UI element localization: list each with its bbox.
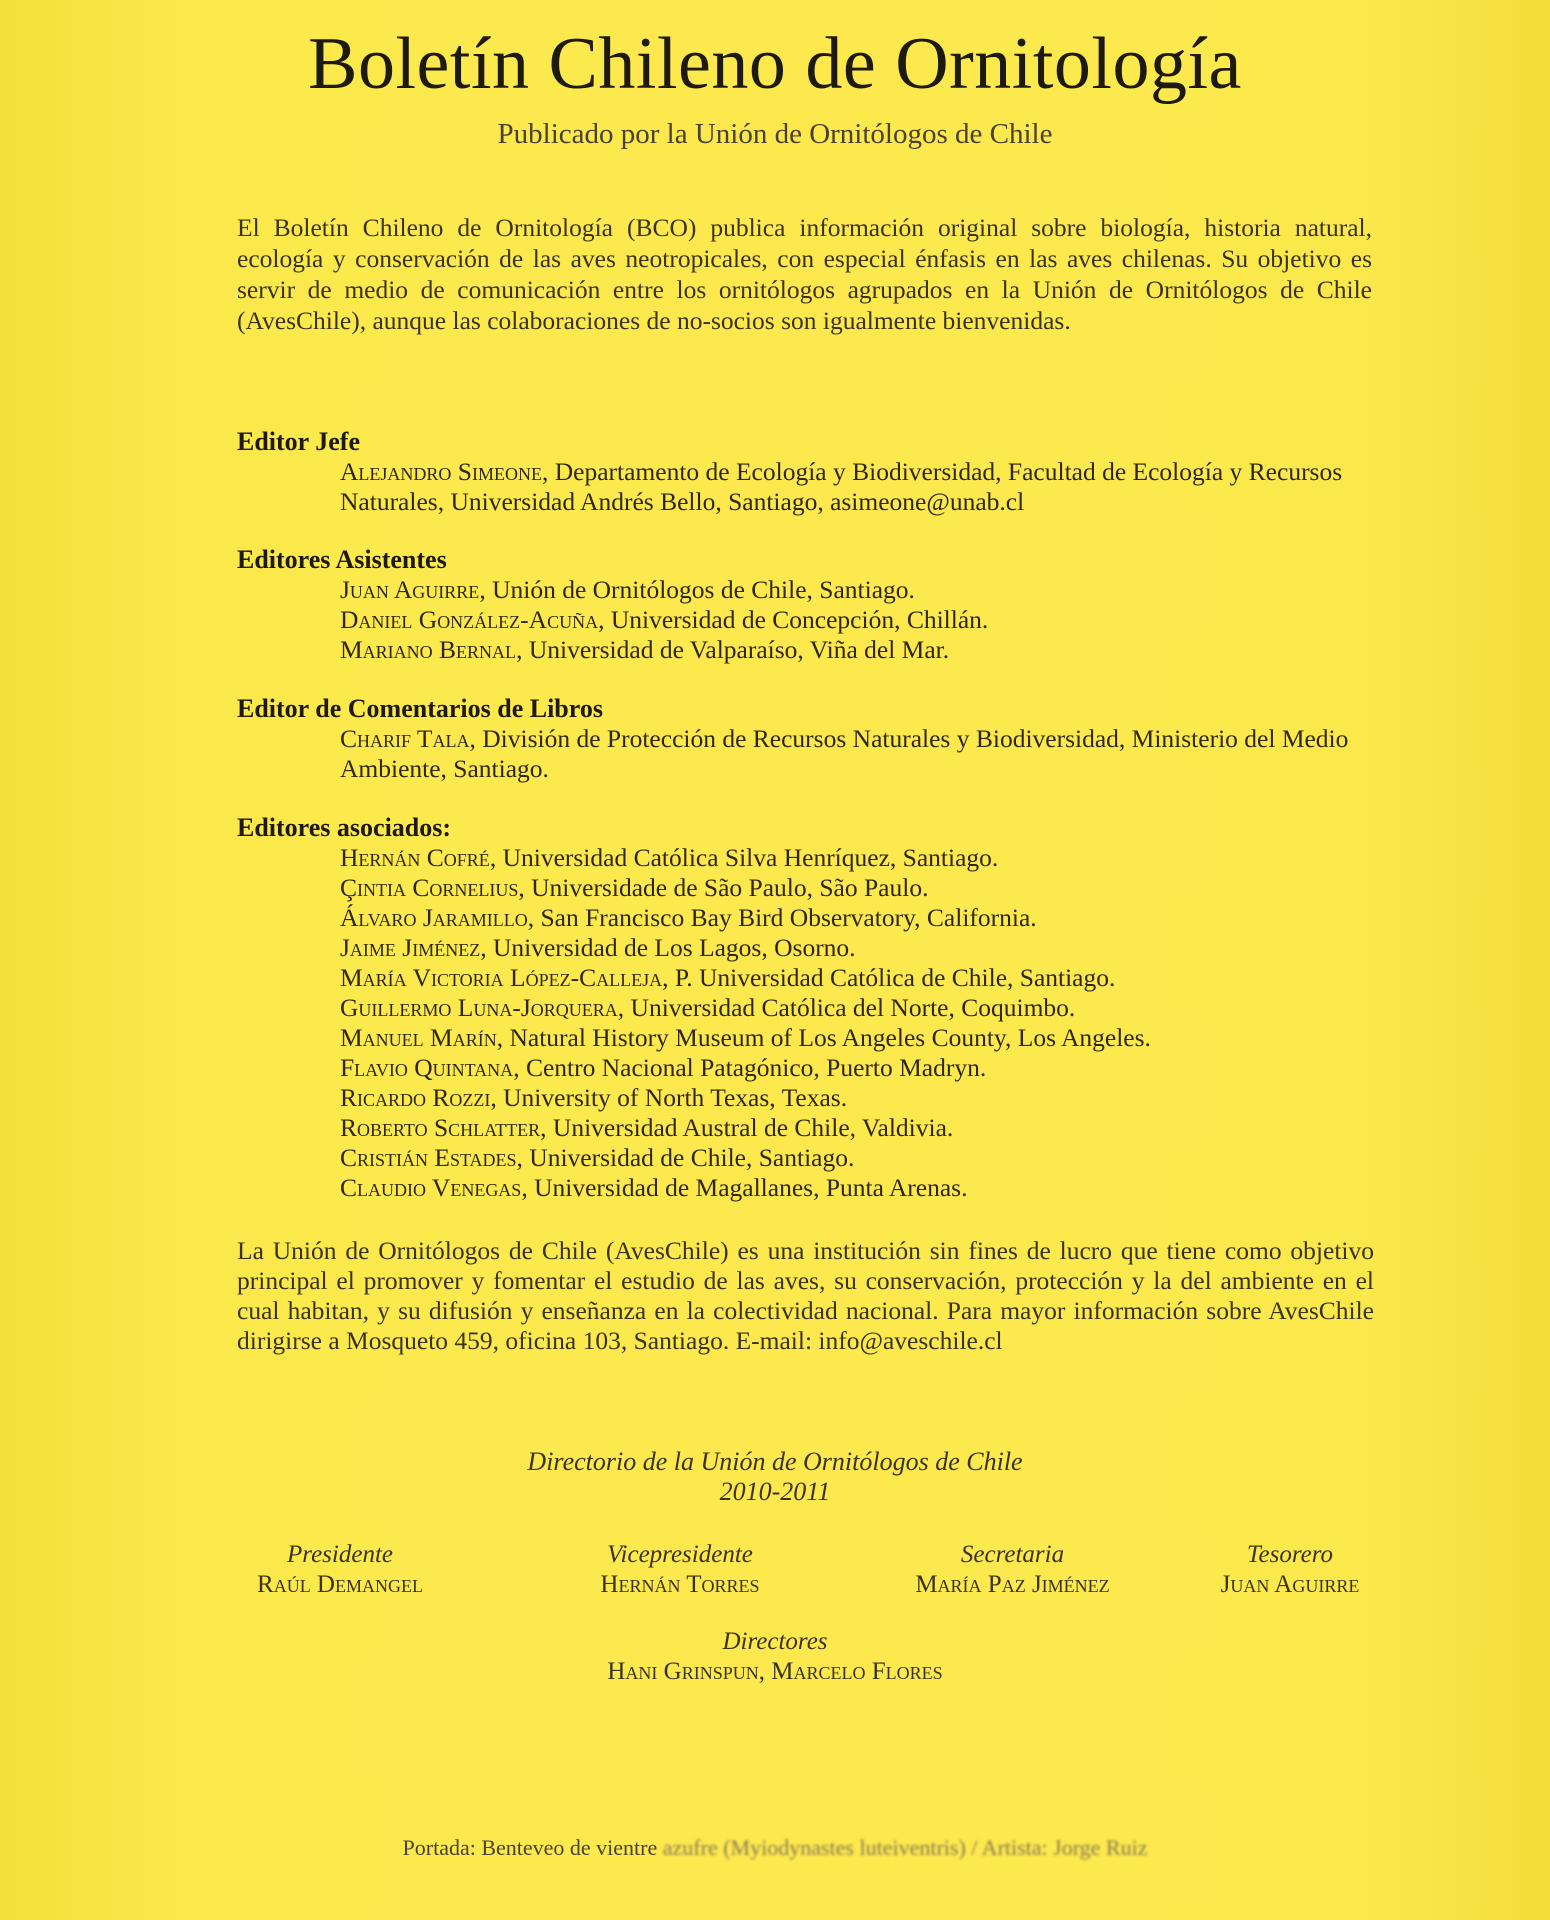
editor-entry	[340, 993, 1377, 1023]
editor-entry	[340, 873, 1377, 903]
officer-tesorero	[1190, 1540, 1390, 1600]
editores-asistentes-heading: Editores Asistentes	[237, 545, 447, 574]
editor-affiliation: , Universidad de Magallanes, Punta Arenas.	[521, 1173, 968, 1202]
officer-role: Presidente	[287, 1541, 393, 1568]
intro-paragraph: El Boletín Chileno de Ornitología (BCO) publica información original sobre biología, historia natural, ecología y conservación de las aves neotropicales, con especial énfasis en las aves chilenas. Su objetivo es servir de medio de comunicación entre los ornitólogos agrupados en la Unión de Ornitólogos de Chile (AvesChile), aunque las colaboraciones de no-socios son igualmente bienvenidas.	[237, 213, 1372, 335]
editor-entry	[340, 575, 1377, 605]
officer-secretaria	[885, 1540, 1140, 1600]
editor-libros-section	[237, 694, 1377, 784]
editor-affiliation: , Universidad de Concepción, Chillán.	[598, 605, 989, 634]
editor-name: Mariano Bernal	[340, 635, 517, 664]
editor-name: Juan Aguirre	[340, 575, 480, 604]
editor-entry	[340, 724, 1377, 784]
cover-credit-blurred-text: azufre (Myiodynastes luteiventris) / Artista: Jorge Ruiz	[662, 1835, 1148, 1860]
editor-name: María Victoria López-Calleja	[340, 963, 663, 992]
cover-credit	[0, 1835, 1550, 1861]
editor-affiliation: , Departamento de Ecología y Biodiversidad, Facultad de Ecología y Recursos Naturales, Universidad Andrés Bello, Santiago, asimeone@unab.cl	[340, 457, 1343, 516]
editor-name: Roberto Schlatter	[340, 1113, 541, 1142]
editor-name: Hernán Cofré	[340, 843, 490, 872]
editor-name: Álvaro Jaramillo	[340, 903, 528, 932]
editor-entry	[340, 1083, 1377, 1113]
editor-name: Ricardo Rozzi	[340, 1083, 491, 1112]
editor-affiliation: , Universidad Austral de Chile, Valdivia.	[540, 1113, 954, 1142]
editor-name: Flavio Quintana	[340, 1053, 514, 1082]
editor-affiliation: , P. Universidad Católica de Chile, Santiago.	[662, 963, 1116, 992]
editor-name: Daniel González-Acuña	[340, 605, 599, 634]
editores-asociados-section	[237, 813, 1377, 1203]
editor-affiliation: , Universidad de Los Lagos, Osorno.	[480, 933, 856, 962]
editores-asociados-heading: Editores asociados:	[237, 813, 452, 842]
editor-affiliation: , San Francisco Bay Bird Observatory, California.	[527, 903, 1037, 932]
directors-block	[0, 1627, 1550, 1687]
officer-role: Vicepresidente	[607, 1541, 753, 1568]
cover-credit-text: Portada: Benteveo de vientre	[402, 1835, 663, 1860]
editor-entry	[340, 1143, 1377, 1173]
editor-affiliation: , Centro Nacional Patagónico, Puerto Madryn.	[513, 1053, 987, 1082]
officer-name: Juan Aguirre	[1220, 1571, 1360, 1598]
editor-name: Cristián Estades	[340, 1143, 517, 1172]
editor-name: Jaime Jiménez	[340, 933, 481, 962]
editor-affiliation: , Universidad Católica del Norte, Coquimbo.	[617, 993, 1076, 1022]
editor-affiliation: , University of North Texas, Texas.	[490, 1083, 848, 1112]
officer-role: Tesorero	[1246, 1541, 1334, 1568]
editor-affiliation: , Universidad de Valparaíso, Viña del Mar.	[516, 635, 950, 664]
editor-entry	[340, 843, 1377, 873]
editor-jefe-section	[237, 427, 1377, 517]
editor-affiliation: , Universidad Católica Silva Henríquez, Santiago.	[489, 843, 999, 872]
editor-name: Manuel Marín	[340, 1023, 497, 1052]
directorio-heading	[0, 1447, 1550, 1507]
editor-entry	[340, 1053, 1377, 1083]
editor-entry	[340, 1173, 1377, 1203]
editor-name: Çintia Cornelius	[340, 873, 519, 902]
editor-entry	[340, 605, 1377, 635]
directorio-years: 2010-2011	[719, 1477, 831, 1506]
editor-affiliation: , Universidad de Chile, Santiago.	[516, 1143, 855, 1172]
directorio-title: Directorio de la Unión de Ornitólogos de Chile	[527, 1447, 1023, 1476]
officer-presidente	[230, 1540, 450, 1600]
officer-vicepresidente	[565, 1540, 795, 1600]
closing-paragraph: La Unión de Ornitólogos de Chile (AvesChile) es una institución sin fines de lucro que tiene como objetivo principal el promover y fomentar el estudio de las aves, su conservación, protección y la del ambiente en el cual habitan, y su difusión y enseñanza en la colectividad nacional. Para mayor información sobre AvesChile dirigirse a Mosqueto 459, oficina 103, Santiago. E-mail: info@aveschile.cl	[237, 1236, 1374, 1355]
officer-role: Secretaria	[960, 1541, 1065, 1568]
journal-title: Boletín Chileno de Ornitología	[308, 23, 1242, 105]
officer-name: María Paz Jiménez	[915, 1571, 1110, 1598]
editor-entry	[340, 1113, 1377, 1143]
editor-affiliation: , Universidade de São Paulo, São Paulo.	[518, 873, 929, 902]
editor-name: Alejandro Simeone	[340, 457, 542, 486]
editor-affiliation: , Unión de Ornitólogos de Chile, Santiago.	[479, 575, 915, 604]
editor-entry	[340, 903, 1377, 933]
editor-entry	[340, 963, 1377, 993]
editor-jefe-entry	[340, 457, 1377, 517]
editor-affiliation: , División de Protección de Recursos Naturales y Biodiversidad, Ministerio del Medio Ambiente, Santiago.	[340, 724, 1349, 783]
editor-name: Claudio Venegas	[340, 1173, 522, 1202]
editor-entry	[340, 1023, 1377, 1053]
editor-name: Guillermo Luna-Jorquera	[340, 993, 618, 1022]
officer-name: Raúl Demangel	[257, 1571, 423, 1598]
editor-jefe-heading: Editor Jefe	[237, 427, 360, 456]
editor-affiliation: , Natural History Museum of Los Angeles County, Los Angeles.	[496, 1023, 1151, 1052]
editor-name: Charif Tala	[340, 724, 470, 753]
editor-entry	[340, 635, 1377, 665]
directors-role: Directores	[722, 1628, 828, 1655]
editor-entry	[340, 933, 1377, 963]
directors-names: Hani Grinspun, Marcelo Flores	[607, 1658, 943, 1685]
officer-name: Hernán Torres	[600, 1571, 760, 1598]
editores-asistentes-section	[237, 545, 1377, 665]
editor-libros-heading: Editor de Comentarios de Libros	[237, 694, 603, 723]
journal-subtitle: Publicado por la Unión de Ornitólogos de Chile	[497, 118, 1053, 150]
